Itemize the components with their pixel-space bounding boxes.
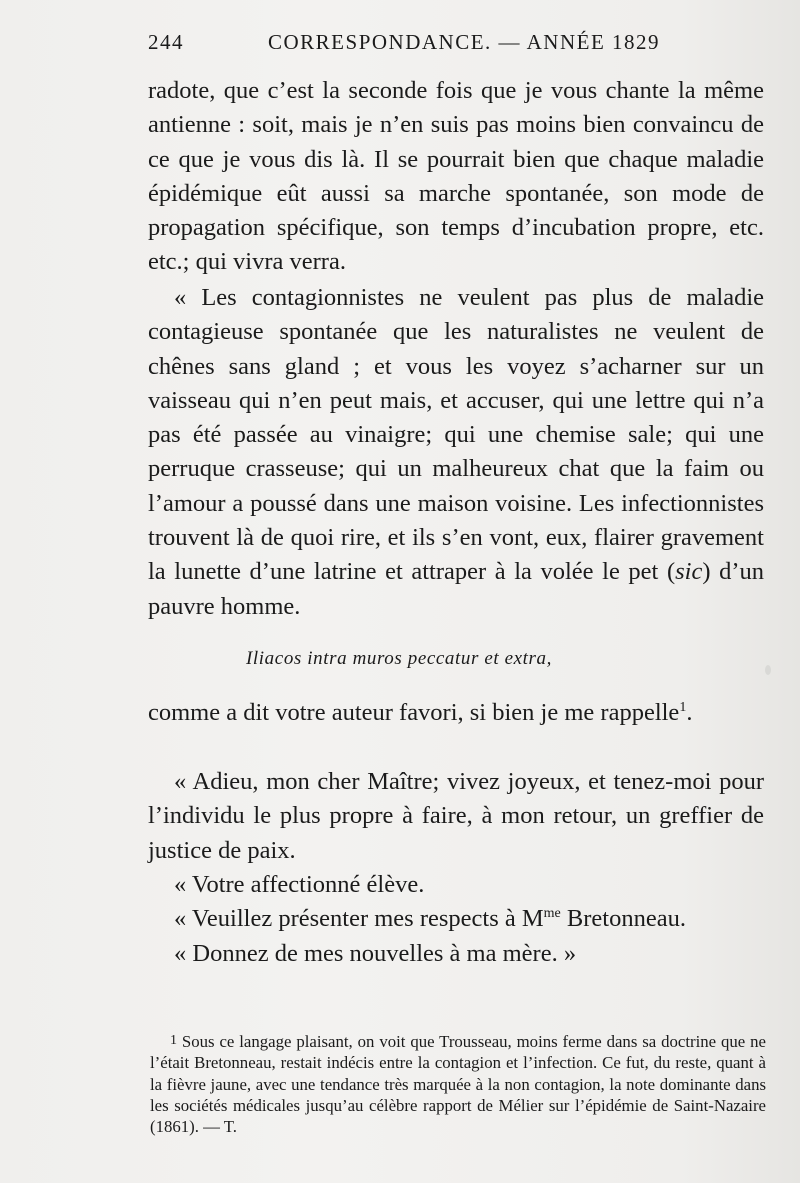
- closing-line-2: [148, 902, 764, 936]
- footnote-text: Sous ce langage plaisant, on voit que Trousseau, moins ferme dans sa doctrine que ne l’était Bretonneau, restait indécis entre la contagion et l’infection. Ce fut, du reste, quant à la fièvre jaune, avec une tendance très marquée à la non contagion, la note dominante dans les sociétés médicales jusqu’au célèbre rapport de Mélier sur l’épidémie de Saint-Nazaire (1861). — T.: [150, 1032, 766, 1137]
- sic-word: sic: [675, 558, 703, 586]
- page-number: 244: [148, 30, 184, 54]
- closing-line-2-text-a: « Veuillez présenter mes respects à M: [174, 905, 544, 933]
- paragraph-4: « Adieu, mon cher Maître; vivez joyeux, et tenez-moi pour l’individu le plus propre à faire, à mon retour, un greffier de justice de paix.: [148, 768, 764, 864]
- paragraph-2-text-b: ) d’un pauvre homme.: [148, 558, 764, 620]
- closing-line-1: « Votre affectionné élève.: [174, 871, 425, 898]
- paper-speck: [765, 665, 771, 675]
- madame-superscript: me: [543, 906, 561, 922]
- paragraph-2-text-a: « Les contagionnistes ne veulent pas plus de maladie contagieuse spontanée que les naturalistes ne veulent de chênes sans gland ; et vous les voyez s’acharner sur un vaisseau qui n’en peut mais, et accuser, qui une lettre qui n’a pas été passée au vinaigre; qui une chemise sale; qui une perruque crasseuse; qui un malheureux chat que la faim ou l’amour a poussé dans une maison voisine. Les infectionnistes trouvent là de quoi rire, et ils s’en vont, eux, flairer gravement la lunette d’une latrine et attraper à la volée le pet (: [148, 284, 764, 586]
- paragraph-2: [148, 281, 764, 624]
- paragraph-3: [148, 696, 764, 730]
- paragraph-1: radote, que c’est la seconde fois que je vous chante la même antienne : soit, mais je n’en suis pas moins bien convaincu de ce que je vous dis là. Il se pourrait bien que chaque maladie épidémique eût aussi sa marche spontanée, son mode de propagation spécifique, son temps d’incubation propre, etc. etc.; qui vivra verra.: [148, 77, 764, 276]
- page-header: [148, 30, 764, 60]
- closing-line-2-text-b: Bretonneau.: [560, 905, 686, 933]
- closing-line-3: « Donnez de mes nouvelles à ma mère. »: [174, 939, 577, 967]
- footnote-mark: 1: [170, 1033, 177, 1048]
- footnote: [150, 1030, 766, 1137]
- footnote-reference: 1: [679, 699, 687, 715]
- latin-quote: Iliacos intra muros peccatur et extra,: [246, 648, 552, 669]
- paragraph-3-end: .: [686, 699, 693, 726]
- closing-block: [148, 868, 764, 971]
- paragraph-3-text: comme a dit votre auteur favori, si bien je me rappelle: [148, 699, 680, 726]
- running-title: CORRESPONDANCE. — ANNÉE 1829: [268, 30, 661, 54]
